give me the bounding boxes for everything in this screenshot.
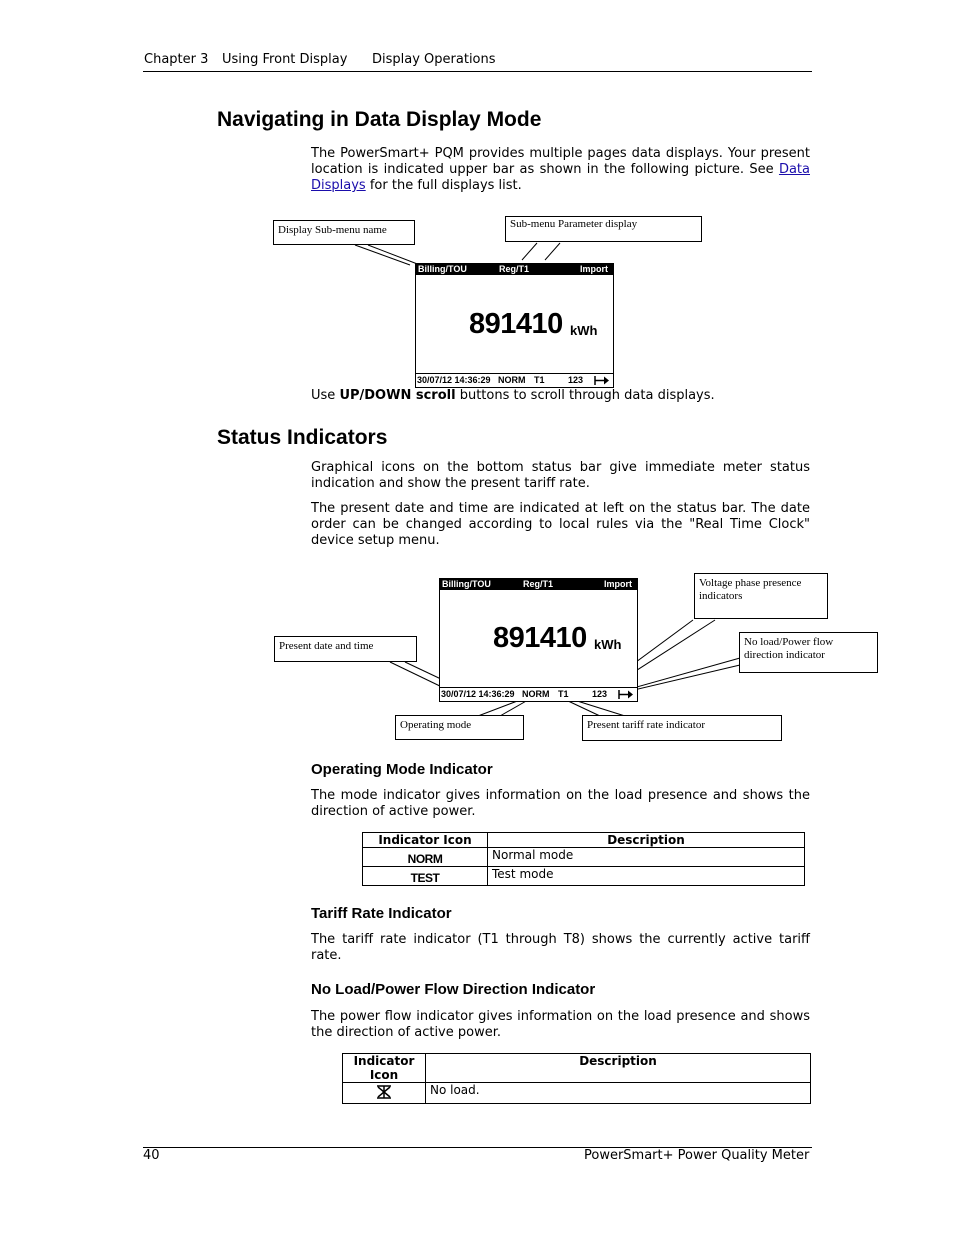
test-mode-icon: TEST xyxy=(410,871,440,885)
subsection-title-tariff: Tariff Rate Indicator xyxy=(311,905,452,922)
norm-mode-icon: NORM xyxy=(407,852,443,866)
status-paragraph-2: The present date and time are indicated at left on the status bar. The date order can be changed according to local rules via the "Real Time Clock" device setup menu. xyxy=(311,501,810,548)
lcd-phases: 123 xyxy=(592,689,608,699)
callout-operating-mode: Operating mode xyxy=(395,715,524,740)
header-chapter: Chapter 3 xyxy=(144,52,209,67)
tariff-paragraph: The tariff rate indicator (T1 through T8) shows the currently active tariff rate. xyxy=(311,932,810,963)
lcd-datetime: 30/07/12 14:36:29 xyxy=(417,375,491,385)
lcd-datetime: 30/07/12 14:36:29 xyxy=(441,689,515,699)
table-cell: No load. xyxy=(426,1083,811,1104)
scroll-instruction: Use UP/DOWN scroll buttons to scroll through data displays. xyxy=(311,388,715,403)
lcd-direction: Import xyxy=(580,264,608,274)
lcd-value: 891410 xyxy=(493,622,587,654)
lcd-status-bar xyxy=(440,687,637,701)
callout-tariff: Present tariff rate indicator xyxy=(582,715,782,741)
table-row xyxy=(363,848,805,867)
lcd-status-bar xyxy=(416,373,613,387)
lcd-tariff: T1 xyxy=(534,375,545,385)
data-displays-link[interactable]: Data Displays xyxy=(311,162,810,193)
table-row xyxy=(343,1083,811,1104)
header-chapter-title: Using Front Display xyxy=(222,52,348,67)
table-cell: Normal mode xyxy=(488,848,805,867)
opmode-paragraph: The mode indicator gives information on the load presence and shows the direction of active power. xyxy=(311,788,810,819)
lcd-mode: NORM xyxy=(522,689,550,699)
lcd-top-bar xyxy=(440,579,637,590)
opmode-table xyxy=(362,832,805,886)
table-header: Description xyxy=(426,1054,811,1083)
footer-doc-title: PowerSmart+ Power Quality Meter xyxy=(584,1148,810,1163)
lcd-top-bar xyxy=(416,264,613,275)
lcd-tariff: T1 xyxy=(558,689,569,699)
lcd-submenu-param: Reg/T1 xyxy=(523,579,554,589)
lcd-value: 891410 xyxy=(469,308,563,340)
lcd-phases: 123 xyxy=(568,375,584,385)
lcd-submenu-name: Billing/TOU xyxy=(442,579,491,589)
header-section: Display Operations xyxy=(372,52,496,67)
lcd-unit: kWh xyxy=(594,637,622,652)
noload-paragraph: The power flow indicator gives information on the load presence and shows the direction of active power. xyxy=(311,1009,810,1040)
power-flow-arrow-icon xyxy=(618,690,634,699)
lcd-submenu-param: Reg/T1 xyxy=(499,264,530,274)
callout-voltage-phase: Voltage phase presence indicators xyxy=(694,573,828,619)
table-header: Indicator Icon xyxy=(363,833,488,848)
table-header: Description xyxy=(488,833,805,848)
table-row xyxy=(363,867,805,886)
nav-paragraph: The PowerSmart+ PQM provides multiple pages data displays. Your present location is indicated upper bar as shown in the following picture. See Data Displays for the full displays list. xyxy=(311,146,810,193)
section-title-navigating: Navigating in Data Display Mode xyxy=(217,108,542,131)
status-paragraph-1: Graphical icons on the bottom status bar give immediate meter status indication and show the present tariff rate. xyxy=(311,460,810,491)
lcd-direction: Import xyxy=(604,579,632,589)
noload-table xyxy=(342,1053,811,1104)
callout-datetime: Present date and time xyxy=(274,636,417,662)
no-load-icon xyxy=(375,1085,393,1099)
lcd-submenu-name: Billing/TOU xyxy=(418,264,467,274)
lcd-display-2 xyxy=(439,578,638,702)
table-cell: Test mode xyxy=(488,867,805,886)
footer-page-number: 40 xyxy=(143,1148,160,1163)
power-flow-arrow-icon xyxy=(594,376,610,385)
lcd-unit: kWh xyxy=(570,323,598,338)
callout-noload: No load/Power flow direction indicator xyxy=(739,632,878,673)
table-header: Indicator Icon xyxy=(343,1054,426,1083)
section-title-status: Status Indicators xyxy=(217,426,388,449)
callout-submenu-param: Sub-menu Parameter display xyxy=(505,216,702,242)
subsection-title-noload: No Load/Power Flow Direction Indicator xyxy=(311,981,596,998)
callout-submenu-name: Display Sub-menu name xyxy=(273,220,415,245)
subsection-title-opmode: Operating Mode Indicator xyxy=(311,761,493,778)
lcd-display-1 xyxy=(415,263,614,388)
lcd-mode: NORM xyxy=(498,375,526,385)
